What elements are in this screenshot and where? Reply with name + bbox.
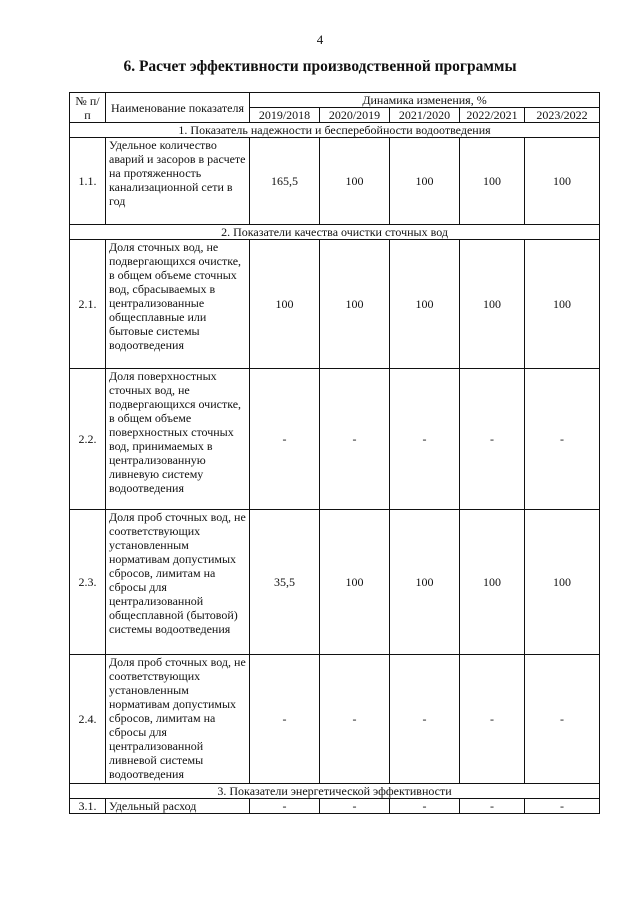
year-header: 2019/2018 [250, 108, 320, 123]
section-row [70, 225, 600, 240]
table-header-row [70, 93, 600, 108]
row-indicator-name: Доля проб сточных вод, не соответствующих установленным нормативам допустимых сбросов, лимитам на сбросы для централизованной общесплавной (бытовой) системы водоотведения [106, 510, 250, 655]
row-value: - [320, 799, 390, 814]
row-value: 100 [390, 240, 460, 369]
row-value: - [390, 655, 460, 784]
row-indicator-name: Удельное количество аварий и засоров в расчете на протяженность канализационной сети в год [106, 138, 250, 225]
row-value: - [525, 799, 600, 814]
row-value: 100 [320, 240, 390, 369]
row-value: 100 [320, 138, 390, 225]
row-indicator-name: Удельный расход [106, 799, 250, 814]
col-number-header: № п/п [70, 93, 106, 123]
row-value: - [460, 655, 525, 784]
row-value: 100 [460, 240, 525, 369]
section-title: 1. Показатель надежности и бесперебойности водоотведения [70, 123, 600, 138]
row-value: - [250, 799, 320, 814]
row-number: 2.4. [70, 655, 106, 784]
row-value: - [250, 369, 320, 510]
row-value: - [320, 655, 390, 784]
row-value: - [525, 369, 600, 510]
table-row [70, 799, 600, 814]
row-number: 2.2. [70, 369, 106, 510]
row-value: - [390, 369, 460, 510]
year-header: 2022/2021 [460, 108, 525, 123]
row-value: 100 [390, 138, 460, 225]
row-value: 100 [525, 510, 600, 655]
row-value: 100 [525, 138, 600, 225]
row-number: 2.3. [70, 510, 106, 655]
year-header: 2020/2019 [320, 108, 390, 123]
row-value: 100 [320, 510, 390, 655]
row-indicator-name: Доля проб сточных вод, не соответствующих установленным нормативам допустимых сбросов, лимитам на сбросы для централизованной ливневой системы водоотведения [106, 655, 250, 784]
row-value: 100 [250, 240, 320, 369]
section-title: 3. Показатели энергетической эффективности [70, 784, 600, 799]
col-dynamics-header: Динамика изменения, % [250, 93, 600, 108]
row-value: 100 [460, 510, 525, 655]
table-row [70, 510, 600, 655]
row-value: - [525, 655, 600, 784]
table-row [70, 138, 600, 225]
efficiency-table [69, 92, 600, 814]
page-title: 6. Расчет эффективности производственной программы [123, 58, 517, 75]
row-value: - [390, 799, 460, 814]
table-row [70, 655, 600, 784]
section-title: 2. Показатели качества очистки сточных вод [70, 225, 600, 240]
row-value: 35,5 [250, 510, 320, 655]
section-row [70, 123, 600, 138]
row-value: 100 [525, 240, 600, 369]
row-value: 165,5 [250, 138, 320, 225]
row-number: 1.1. [70, 138, 106, 225]
row-value: - [320, 369, 390, 510]
table-row [70, 369, 600, 510]
row-indicator-name: Доля сточных вод, не подвергающихся очистке, в общем объеме сточных вод, сбрасываемых в централизованные общесплавные или бытовые системы водоотведения [106, 240, 250, 369]
year-header: 2021/2020 [390, 108, 460, 123]
table-row [70, 240, 600, 369]
section-row [70, 784, 600, 799]
row-indicator-name: Доля поверхностных сточных вод, не подвергающихся очистке, в общем объеме поверхностных сточных вод, принимаемых в централизованную ливневую систему водоотведения [106, 369, 250, 510]
year-header: 2023/2022 [525, 108, 600, 123]
row-value: - [460, 369, 525, 510]
col-name-header: Наименование показателя [106, 93, 250, 123]
row-number: 2.1. [70, 240, 106, 369]
row-value: 100 [460, 138, 525, 225]
row-value: - [460, 799, 525, 814]
page-number: 4 [316, 32, 324, 47]
row-value: - [250, 655, 320, 784]
row-number: 3.1. [70, 799, 106, 814]
row-value: 100 [390, 510, 460, 655]
